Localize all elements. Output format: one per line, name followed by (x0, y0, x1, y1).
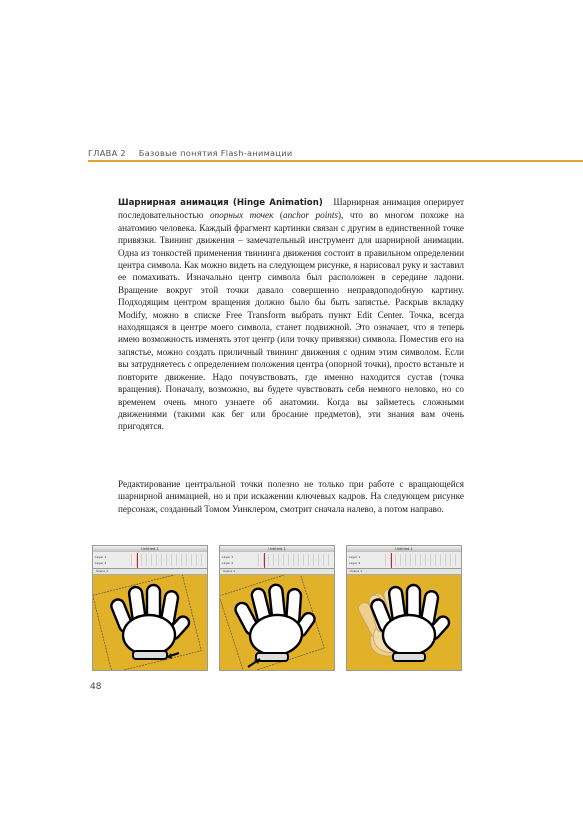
scene-bar: Scene 1 (93, 569, 207, 575)
para1-text-b: ( (273, 210, 283, 221)
scene-bar: Scene 1 (220, 569, 334, 575)
frame-grid (258, 554, 332, 566)
page-number: 48 (90, 682, 102, 692)
para1-text-c: ), что во многом похоже на анатомию человека. Каждый фрагмент картинки связан с другим в единственной точке привязки. Твининг движения – замечательный инструмент для шарнирной анимации. Одна из тонкостей применения твининга движения состоит в правильном определении центра символа. Как можно видеть на следующем рисунке, я нарисовал руку и заставил ее помахивать. Изначально центр символа был расположен в середине ладони. Вращение вокруг этой точки давало совершенно неправдоподобную картину. Подходящим центром вращения должно было бы быть запястье. Раскрыв вкладку Modify, можно в списке Free Transform выбрать пункт Edit Center. Точка, всегда находящаяся в центре моего символа, станет подвижной. Это означает, что я теперь имею возможность изменять этот центр (или точку привязки) символа. Поместив его на запястье, можно создать приличный твининг движения с одним этим символом. Если вы затрудняетесь с определением положения центра (опорной точки), просто встаньте и повторите движение. Надо почувствовать, где именно находится сустав (точка вращения). Поначалу, возможно, вы будете чувствовать себя немного неловко, но со временем очень много узнаете об анатомии. Когда вы займетесь сложными движениями (такими как бег или бросание предметов), эти знания вам очень пригодятся. (118, 210, 465, 432)
timeline-panel (347, 552, 461, 569)
layer-1: Layer 1 (222, 555, 234, 559)
screenshot-2 (219, 545, 335, 671)
playhead (264, 553, 265, 568)
layer-2: Layer 2 (222, 561, 234, 565)
window-title: Untitled-1 (93, 546, 207, 552)
window-title: Untitled-1 (220, 546, 334, 552)
scene-bar: Scene 1 (347, 569, 461, 575)
paragraph-edit-center: Редактирование центральной точки полезно не только при работе с вращающейся шарнирной анимацией, но и при искажении ключевых кадров. На следующем рисунке персонаж, созданный Томом Уинклером, смотрит сначала налево, а потом направо. (118, 479, 464, 514)
term-anchor-points-en: anchor points (282, 210, 338, 221)
chapter-label: ГЛАВА 2 (88, 148, 126, 158)
layer-1: Layer 1 (349, 555, 361, 559)
running-header (88, 148, 293, 158)
term-anchor-points-ru: опорных точек (209, 210, 274, 221)
timeline-panel (220, 552, 334, 569)
timeline-panel (93, 552, 207, 569)
figure-hand-sequence (92, 545, 462, 671)
playhead (391, 553, 392, 568)
section-runin-heading: Шарнирная анимация (Hinge Animation) (118, 198, 323, 208)
playhead (137, 553, 138, 568)
layer-2: Layer 2 (349, 561, 361, 565)
screenshot-1 (92, 545, 208, 671)
frame-grid (385, 554, 459, 566)
header-rule (88, 160, 583, 162)
hand-drawing (220, 575, 335, 671)
screenshot-3 (346, 545, 462, 671)
layer-1: Layer 1 (95, 555, 107, 559)
window-title: Untitled-1 (347, 546, 461, 552)
frame-grid (131, 554, 205, 566)
paragraph-hinge-animation (118, 196, 464, 433)
hand-drawing-onion-skin (347, 575, 462, 671)
hand-drawing (93, 575, 208, 671)
chapter-title: Базовые понятия Flash-анимации (138, 148, 293, 158)
para1-text-a: Шарнирная анимация оперирует последовательностью (118, 197, 464, 221)
layer-2: Layer 2 (95, 561, 107, 565)
